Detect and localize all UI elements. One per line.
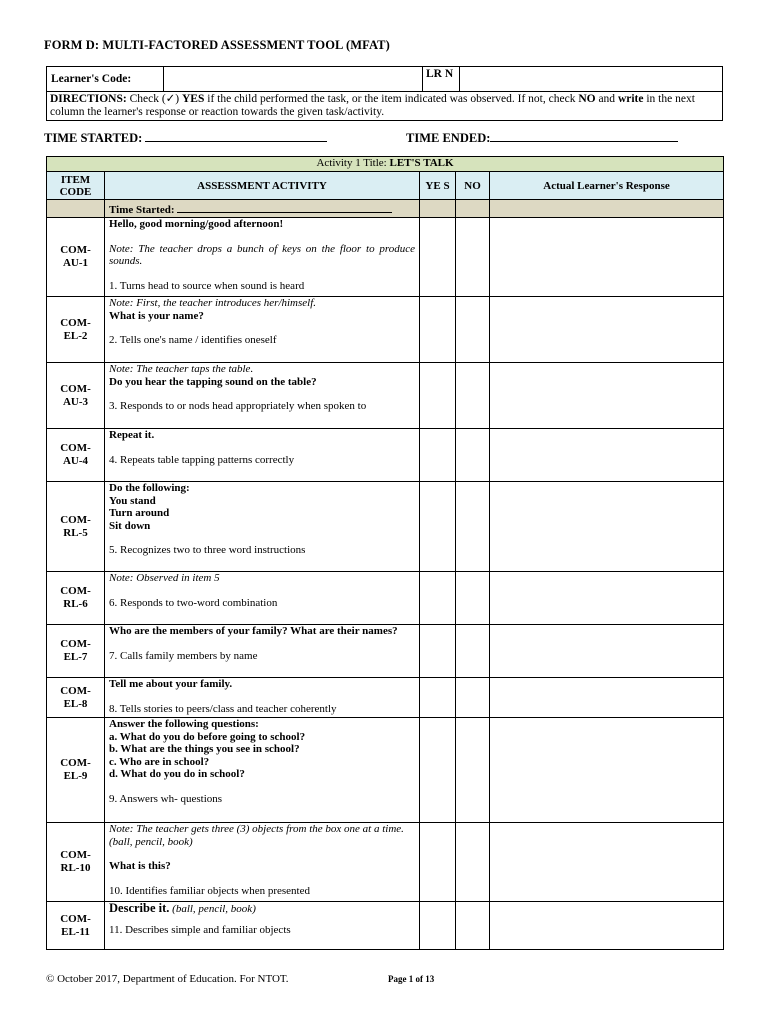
yes-checkbox[interactable] bbox=[420, 902, 456, 950]
yes-checkbox[interactable] bbox=[420, 718, 456, 823]
no-checkbox[interactable] bbox=[456, 429, 490, 482]
assessment-activity: Note: First, the teacher introduces her/himself. What is your name? 2. Tells one's name / identifies oneself bbox=[105, 297, 420, 363]
no-checkbox[interactable] bbox=[456, 678, 490, 718]
response-field[interactable] bbox=[490, 572, 724, 625]
assessment-activity: Describe it. (ball, pencil, book) 11. Describes simple and familiar objects bbox=[105, 902, 420, 950]
yes-checkbox[interactable] bbox=[420, 363, 456, 429]
assessment-activity: Note: Observed in item 5 6. Responds to two-word combination bbox=[105, 572, 420, 625]
no-checkbox[interactable] bbox=[456, 718, 490, 823]
response-field[interactable] bbox=[490, 823, 724, 902]
table-row bbox=[47, 902, 724, 950]
item-code: COM- RL-5 bbox=[47, 482, 105, 572]
assessment-activity: Tell me about your family. 8. Tells stories to peers/class and teacher coherently bbox=[105, 678, 420, 718]
item-code: COM- EL-11 bbox=[47, 902, 105, 950]
learner-info-table bbox=[46, 66, 723, 121]
assessment-table bbox=[46, 156, 724, 950]
col-header-activity: ASSESSMENT ACTIVITY bbox=[105, 172, 420, 200]
time-started-row-field[interactable] bbox=[177, 201, 392, 213]
assessment-activity: Note: The teacher taps the table. Do you hear the tapping sound on the table? 3. Responds to or nods head appropriately when spoken to bbox=[105, 363, 420, 429]
learner-code-field[interactable] bbox=[164, 67, 423, 92]
table-row bbox=[47, 823, 724, 902]
yes-checkbox[interactable] bbox=[420, 625, 456, 678]
item-code: COM- RL-10 bbox=[47, 823, 105, 902]
time-started-label: TIME STARTED: bbox=[44, 131, 143, 145]
footer bbox=[46, 973, 435, 985]
response-field[interactable] bbox=[490, 218, 724, 297]
item-code: COM- RL-6 bbox=[47, 572, 105, 625]
page-number: Page 1 of 13 bbox=[388, 974, 435, 984]
no-checkbox[interactable] bbox=[456, 625, 490, 678]
time-started-row-label: Time Started: bbox=[109, 203, 175, 216]
time-ended-field[interactable] bbox=[490, 130, 678, 142]
item-code: COM- EL-9 bbox=[47, 718, 105, 823]
table-row bbox=[47, 678, 724, 718]
table-row bbox=[47, 718, 724, 823]
item-code: COM- EL-7 bbox=[47, 625, 105, 678]
response-field[interactable] bbox=[490, 718, 724, 823]
yes-checkbox[interactable] bbox=[420, 823, 456, 902]
table-row bbox=[47, 482, 724, 572]
no-checkbox[interactable] bbox=[456, 902, 490, 950]
table-row bbox=[47, 297, 724, 363]
col-header-item-code: ITEM CODE bbox=[47, 172, 105, 200]
col-header-response: Actual Learner's Response bbox=[490, 172, 724, 200]
col-header-no: NO bbox=[456, 172, 490, 200]
copyright: © October 2017, Department of Education. For NTOT. bbox=[46, 973, 289, 985]
response-field[interactable] bbox=[490, 625, 724, 678]
table-row bbox=[47, 363, 724, 429]
response-field[interactable] bbox=[490, 902, 724, 950]
no-checkbox[interactable] bbox=[456, 218, 490, 297]
yes-checkbox[interactable] bbox=[420, 482, 456, 572]
col-header-yes: YE S bbox=[420, 172, 456, 200]
table-row bbox=[47, 572, 724, 625]
assessment-activity: Repeat it. 4. Repeats table tapping patterns correctly bbox=[105, 429, 420, 482]
time-started-field[interactable] bbox=[145, 130, 327, 142]
assessment-activity: Who are the members of your family? What are their names? 7. Calls family members by name bbox=[105, 625, 420, 678]
assessment-activity: Do the following: You stand Turn around Sit down 5. Recognizes two to three word instructions bbox=[105, 482, 420, 572]
item-code: COM- AU-3 bbox=[47, 363, 105, 429]
yes-checkbox[interactable] bbox=[420, 297, 456, 363]
no-checkbox[interactable] bbox=[456, 297, 490, 363]
no-checkbox[interactable] bbox=[456, 823, 490, 902]
item-code: COM- AU-1 bbox=[47, 218, 105, 297]
no-checkbox[interactable] bbox=[456, 363, 490, 429]
no-checkbox[interactable] bbox=[456, 572, 490, 625]
item-code: COM- AU-4 bbox=[47, 429, 105, 482]
lrn-field[interactable] bbox=[460, 67, 723, 92]
response-field[interactable] bbox=[490, 297, 724, 363]
assessment-activity: Note: The teacher gets three (3) objects from the box one at a time. (ball, pencil, book) What is this? 10. Identifies familiar objects when presented bbox=[105, 823, 420, 902]
time-fields bbox=[44, 130, 734, 146]
response-field[interactable] bbox=[490, 678, 724, 718]
table-row bbox=[47, 625, 724, 678]
yes-checkbox[interactable] bbox=[420, 218, 456, 297]
response-field[interactable] bbox=[490, 429, 724, 482]
yes-checkbox[interactable] bbox=[420, 572, 456, 625]
item-code: COM- EL-8 bbox=[47, 678, 105, 718]
activity-title: Activity 1 Title: LET'S TALK bbox=[47, 157, 724, 172]
directions: DIRECTIONS: Check (✓) YES if the child performed the task, or the item indicated was observed. If not, check NO and write in the next column the learner's response or reaction towards the given task/activity. bbox=[47, 92, 723, 121]
yes-checkbox[interactable] bbox=[420, 429, 456, 482]
lrn-label: LR N bbox=[423, 67, 460, 92]
learner-code-label: Learner's Code: bbox=[47, 67, 164, 92]
response-field[interactable] bbox=[490, 363, 724, 429]
time-ended-label: TIME ENDED: bbox=[406, 131, 491, 145]
response-field[interactable] bbox=[490, 482, 724, 572]
no-checkbox[interactable] bbox=[456, 482, 490, 572]
form-title: FORM D: MULTI-FACTORED ASSESSMENT TOOL (MFAT) bbox=[44, 38, 390, 52]
table-row bbox=[47, 218, 724, 297]
yes-checkbox[interactable] bbox=[420, 678, 456, 718]
assessment-activity: Hello, good morning/good afternoon! Note: The teacher drops a bunch of keys on the floor to produce sounds. 1. Turns head to source when sound is heard bbox=[105, 218, 420, 297]
assessment-activity: Answer the following questions: a. What do you do before going to school? b. What are the things you see in school? c. Who are in school? d. What do you do in school? 9. Answers wh- questions bbox=[105, 718, 420, 823]
table-row bbox=[47, 429, 724, 482]
item-code: COM- EL-2 bbox=[47, 297, 105, 363]
